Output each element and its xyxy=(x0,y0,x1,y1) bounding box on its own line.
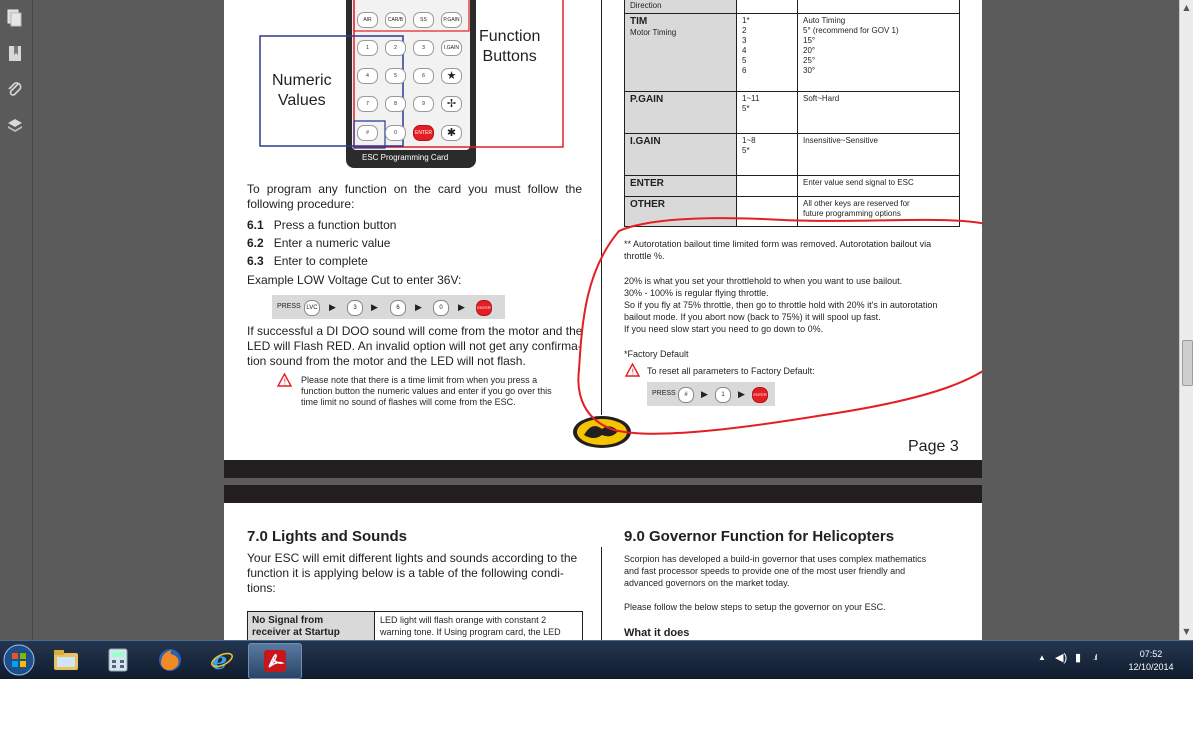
section-7-body-2: function it is applying below is a table of the following condi- xyxy=(247,566,564,580)
remote-key-9: 9 xyxy=(413,96,434,112)
table-head-line-1: No Signal from xyxy=(252,615,324,626)
seq-key-3: 3 xyxy=(347,300,363,316)
seq-key-0: 0 xyxy=(433,300,449,316)
pages-icon[interactable] xyxy=(6,9,24,27)
network-signal-icon[interactable]: .ıl xyxy=(1093,653,1097,662)
scroll-thumb[interactable] xyxy=(1182,340,1193,386)
param-values-cell: 1~8 5* xyxy=(737,134,798,176)
layers-icon[interactable] xyxy=(6,117,24,135)
section-7-body-1: Your ESC will emit different lights and sounds according to the xyxy=(247,551,578,565)
reset-instruction: To reset all parameters to Factory Default: xyxy=(647,366,815,376)
remote-key-4: 4 xyxy=(357,68,378,84)
autorotation-note-2: throttle %. xyxy=(624,251,665,261)
remote-key-0: 0 xyxy=(385,125,406,141)
scroll-down-icon[interactable]: ▼ xyxy=(1183,627,1190,636)
calculator-icon xyxy=(108,648,128,672)
param-name: P.GAIN xyxy=(630,94,664,105)
seq-key-lvc: LVC xyxy=(304,300,320,316)
remote-key-2: 2 xyxy=(385,40,406,56)
table-desc-line-2: warning tone. If Using program card, the LED xyxy=(380,627,561,637)
param-name: ENTER xyxy=(630,178,664,189)
lights-sounds-table xyxy=(247,611,583,640)
navigation-sidebar xyxy=(0,0,33,640)
taskbar-explorer[interactable] xyxy=(40,643,92,677)
bailout-line-2: 30% - 100% is regular flying throttle. xyxy=(624,288,769,298)
success-line-3: tion sound from the motor and the LED will not flash. xyxy=(247,354,526,368)
param-sub-label: Direction xyxy=(630,1,662,10)
svg-text:!: ! xyxy=(631,367,635,377)
clock-time[interactable]: 07:52 xyxy=(1139,649,1163,659)
note-line-1: Please note that there is a time limit from when you press a xyxy=(301,375,538,385)
column-divider xyxy=(601,547,602,640)
section-9-subhead: What it does xyxy=(624,627,690,639)
remote-key-1: 1 xyxy=(357,40,378,56)
firefox-icon xyxy=(158,648,182,672)
taskbar-calculator[interactable] xyxy=(92,643,144,677)
note-line-2: function button the numeric values and enter if you go over this xyxy=(301,386,552,396)
page-header-bar xyxy=(224,485,982,503)
pdf-page-3 xyxy=(224,0,982,460)
power-icon[interactable]: ▮ xyxy=(1075,652,1082,664)
function-buttons-label: Function Buttons xyxy=(479,28,541,65)
bailout-line-5: If you need slow start you need to go down to 0%. xyxy=(624,324,824,334)
taskbar-internet-explorer[interactable] xyxy=(196,643,248,677)
example-label: Example LOW Voltage Cut to enter 36V: xyxy=(247,273,462,287)
remote-key-ss: SS xyxy=(413,12,434,28)
seq-key-enter: ENTER xyxy=(752,387,768,403)
remote-key-6: 6 xyxy=(413,68,434,84)
param-desc-cell: Enter value send signal to ESC xyxy=(798,176,960,197)
pdf-page-4 xyxy=(224,503,982,640)
param-name: TIM xyxy=(630,16,648,27)
svg-text:!: ! xyxy=(283,377,287,387)
section-9-body-2: and fast processor speeds to provide one of the most user friendly and xyxy=(624,566,906,576)
bailout-line-3: So if you fly at 75% throttle, then go to throttle hold with 20% it's in autorotation xyxy=(624,300,938,310)
procedure-intro: To program any function on the card you must follow the following procedure: xyxy=(247,182,582,211)
param-name: OTHER xyxy=(630,199,665,210)
bailout-line-4: bailout mode. If you abort now (back to 75%) it will spool up fast. xyxy=(624,312,881,322)
remote-key-pgain: P.GAIN xyxy=(441,12,462,28)
clock-date[interactable]: 12/10/2014 xyxy=(1128,662,1174,672)
step-number: 6.3 xyxy=(247,254,264,268)
explorer-icon xyxy=(53,649,79,671)
seq-arrow-icon: ▶ xyxy=(458,302,465,312)
remote-key-hash: # xyxy=(357,125,378,141)
param-values-cell: 1* 2 3 4 5 6 xyxy=(737,14,798,92)
attachment-icon[interactable] xyxy=(6,81,24,99)
step-text: Enter to complete xyxy=(273,254,368,268)
vertical-scrollbar[interactable] xyxy=(1179,0,1193,640)
remote-key-igain: I.GAIN xyxy=(441,40,462,56)
remote-fan-icon: ✢ xyxy=(441,96,462,112)
section-9-body-1: Scorpion has developed a build-in governor that uses complex mathematics xyxy=(624,554,927,564)
autorotation-note-1: ** Autorotation bailout time limited form was removed. Autorotation bailout via xyxy=(624,239,932,249)
tray-expand-icon[interactable]: ▲ xyxy=(1038,653,1046,662)
param-desc-cell: Insensitive~Sensitive xyxy=(798,134,960,176)
remote-key-carb: CAR/B xyxy=(385,12,406,28)
start-orb-icon[interactable] xyxy=(2,643,36,677)
bookmark-icon[interactable] xyxy=(6,45,24,63)
param-desc-cell: All other keys are reserved for future programming options xyxy=(798,197,960,227)
step-number: 6.2 xyxy=(247,236,264,250)
remote-key-3: 3 xyxy=(413,40,434,56)
seq-key-1: 1 xyxy=(715,387,731,403)
seq-press-label: PRESS xyxy=(652,390,676,397)
section-7-title: 7.0 Lights and Sounds xyxy=(247,528,408,545)
page-footer-bar xyxy=(224,460,982,478)
remote-key-air: AIR xyxy=(357,12,378,28)
speaker-icon[interactable]: ◀) xyxy=(1055,652,1068,664)
step-text: Enter a numeric value xyxy=(273,236,391,250)
step-number: 6.1 xyxy=(247,218,264,232)
param-desc-cell: Soft~Hard xyxy=(798,92,960,134)
section-9-body-3: advanced governors on the market today. xyxy=(624,578,790,588)
seq-arrow-icon: ▶ xyxy=(738,389,745,399)
remote-key-8: 8 xyxy=(385,96,406,112)
remote-key-7: 7 xyxy=(357,96,378,112)
step-text: Press a function button xyxy=(273,218,397,232)
param-name: I.GAIN xyxy=(630,136,661,147)
table-desc-line-1: LED light will flash orange with constant 2 xyxy=(380,615,547,625)
factory-default-note: *Factory Default xyxy=(624,349,689,359)
remote-card-label: ESC Programming Card xyxy=(362,153,449,162)
seq-key-6: 6 xyxy=(390,300,406,316)
seq-arrow-icon: ▶ xyxy=(701,389,708,399)
seq-press-label: PRESS xyxy=(277,303,301,310)
ie-icon xyxy=(210,648,234,672)
remote-key-enter: ENTER xyxy=(413,125,434,141)
section-7-body-3: tions: xyxy=(247,581,276,595)
red-annotation-circle xyxy=(224,0,982,460)
numeric-values-label: Numeric Values xyxy=(272,72,332,109)
seq-key-hash: # xyxy=(678,387,694,403)
success-line-1: If successful a DI DOO sound will come from the motor and the xyxy=(247,324,583,338)
section-9-title: 9.0 Governor Function for Helicopters xyxy=(624,528,895,545)
remote-star-icon: ★ xyxy=(441,68,462,84)
note-line-3: time limit no sound of flashes will come from the ESC. xyxy=(301,397,516,407)
seq-key-enter: ENTER xyxy=(476,300,492,316)
taskbar-acrobat[interactable] xyxy=(248,643,302,679)
scroll-up-icon[interactable]: ▲ xyxy=(1183,3,1190,12)
param-desc-cell: Auto Timing 5° (recommend for GOV 1) 15° 20° 25° 30° xyxy=(798,14,960,92)
page-number: Page 3 xyxy=(908,438,959,455)
remote-key-5: 5 xyxy=(385,68,406,84)
remote-asterisk-icon: ✱ xyxy=(441,125,462,141)
seq-arrow-icon: ▶ xyxy=(329,302,336,312)
param-sub-label: Motor Timing xyxy=(630,28,677,37)
bailout-line-1: 20% is what you set your throttlehold to when you want to use bailout. xyxy=(624,276,903,286)
table-head-line-2: receiver at Startup xyxy=(252,627,340,638)
taskbar xyxy=(0,640,1193,679)
section-9-follow: Please follow the below steps to setup the governor on your ESC. xyxy=(624,602,886,612)
seq-arrow-icon: ▶ xyxy=(371,302,378,312)
svg-text:e: e xyxy=(212,648,228,672)
success-line-2: LED will Flash RED. An invalid option will not get any confirma- xyxy=(247,339,582,353)
acrobat-icon xyxy=(263,649,287,673)
seq-arrow-icon: ▶ xyxy=(415,302,422,312)
param-values-cell: 1~11 5* xyxy=(737,92,798,134)
taskbar-firefox[interactable] xyxy=(144,643,196,677)
table-head-cell xyxy=(248,612,375,640)
